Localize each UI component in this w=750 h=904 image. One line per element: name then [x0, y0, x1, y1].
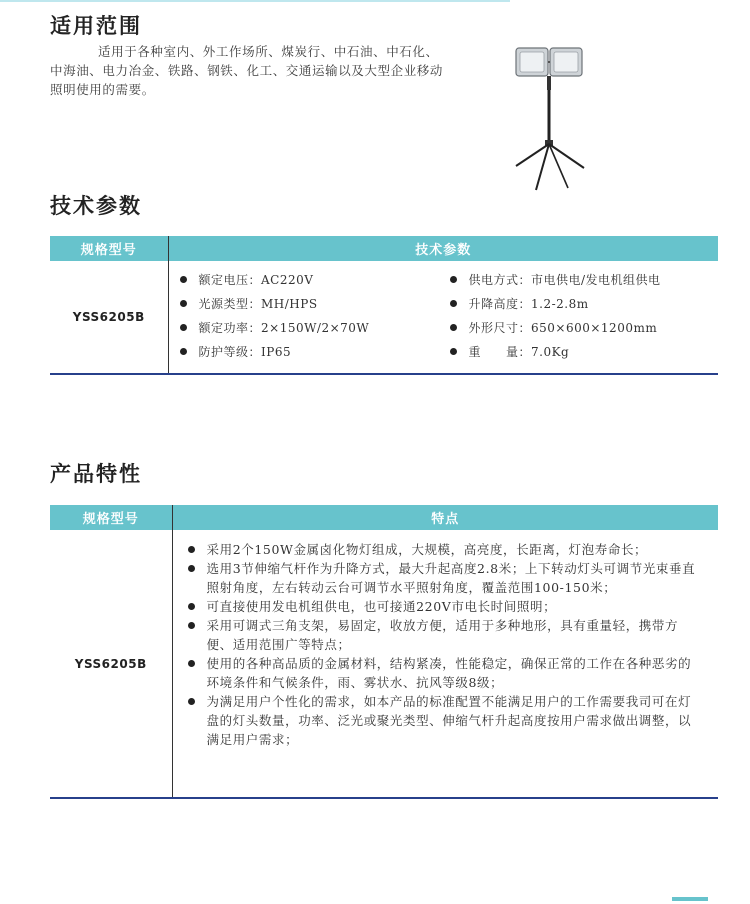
features-list: [174, 540, 718, 749]
tech-heading: 技术参数: [50, 194, 142, 218]
bullet-icon: [188, 546, 195, 553]
features-col-features: 特点: [172, 505, 718, 530]
features-data-row: [50, 530, 718, 798]
param-dimensions: 外形尺寸：650×600×1200mm: [450, 318, 700, 337]
param-protection-level: 防护等级：IP65: [180, 342, 450, 361]
bullet-icon: [180, 348, 187, 355]
feature-item: 选用3节伸缩气杆作为升降方式，最大升起高度2.8米；上下转动灯头可调节光束垂直照射角度，左右转动云台可调节水平照射角度，覆盖范围100-150米；: [188, 559, 698, 597]
scope-description: 适用于各种室内、外工作场所、煤炭行、中石油、中石化、中海油、电力冶金、铁路、钢铁、化工、交通运输以及大型企业移动照明使用的需要。: [50, 44, 444, 97]
bullet-icon: [188, 603, 195, 610]
scope-heading: 适用范围: [50, 14, 142, 38]
feature-item: 采用2个150W金属卤化物灯组成，大规模，高亮度，长距离，灯泡寿命长；: [188, 540, 698, 559]
feature-item: 可直接使用发电机组供电，也可接通220V市电长时间照明；: [188, 597, 698, 616]
bullet-icon: [180, 324, 187, 331]
bullet-icon: [450, 324, 457, 331]
bullet-icon: [450, 348, 457, 355]
param-weight: 重 量：7.0Kg: [450, 342, 700, 361]
work-light-tower-image: [506, 44, 596, 194]
bullet-icon: [180, 276, 187, 283]
param-lift-height: 升降高度：1.2-2.8m: [450, 294, 700, 313]
features-col-model: 规格型号: [50, 505, 172, 530]
param-rated-voltage: 额定电压：AC220V: [180, 270, 450, 289]
feature-item: 为满足用户个性化的需求，如本产品的标准配置不能满足用户的工作需要我司可在灯盘的灯头数量，功率、泛光或聚光类型、伸缩气杆升起高度按用户需求做出调整，以满足用户需求；: [188, 692, 698, 749]
tech-col-model: 规格型号: [50, 236, 168, 261]
bullet-icon: [188, 565, 195, 572]
param-power-supply: 供电方式：市电供电/发电机组供电: [450, 270, 700, 289]
top-divider: [0, 0, 510, 2]
feature-item: 使用的各种高品质的金属材料，结构紧凑，性能稳定，确保正常的工作在各种恶劣的环境条件和气候条件，雨、雾状水、抗风等级8级；: [188, 654, 698, 692]
bullet-icon: [450, 276, 457, 283]
features-table: [50, 505, 718, 799]
features-list-cell: [172, 530, 718, 798]
bullet-icon: [180, 300, 187, 307]
features-header-row: [50, 505, 718, 530]
tech-model-cell: YSS6205B: [50, 261, 168, 374]
tech-header-row: [50, 236, 718, 261]
bullet-icon: [188, 660, 195, 667]
features-model-cell: YSS6205B: [50, 530, 172, 798]
tech-col-params: 技术参数: [168, 236, 718, 261]
bullet-icon: [188, 622, 195, 629]
feature-item: 采用可调式三角支架，易固定，收放方便，适用于多种地形，具有重量轻，携带方便、适用范围广等特点；: [188, 616, 698, 654]
bottom-accent-bar: [672, 897, 708, 901]
features-heading: 产品特性: [50, 462, 142, 486]
bullet-icon: [188, 698, 195, 705]
param-light-source: 光源类型：MH/HPS: [180, 294, 450, 313]
tech-spec-table: [50, 236, 718, 375]
param-rated-power: 额定功率：2×150W/2×70W: [180, 318, 450, 337]
bullet-icon: [450, 300, 457, 307]
tech-params-cell: [168, 261, 718, 374]
tech-data-row: [50, 261, 718, 374]
